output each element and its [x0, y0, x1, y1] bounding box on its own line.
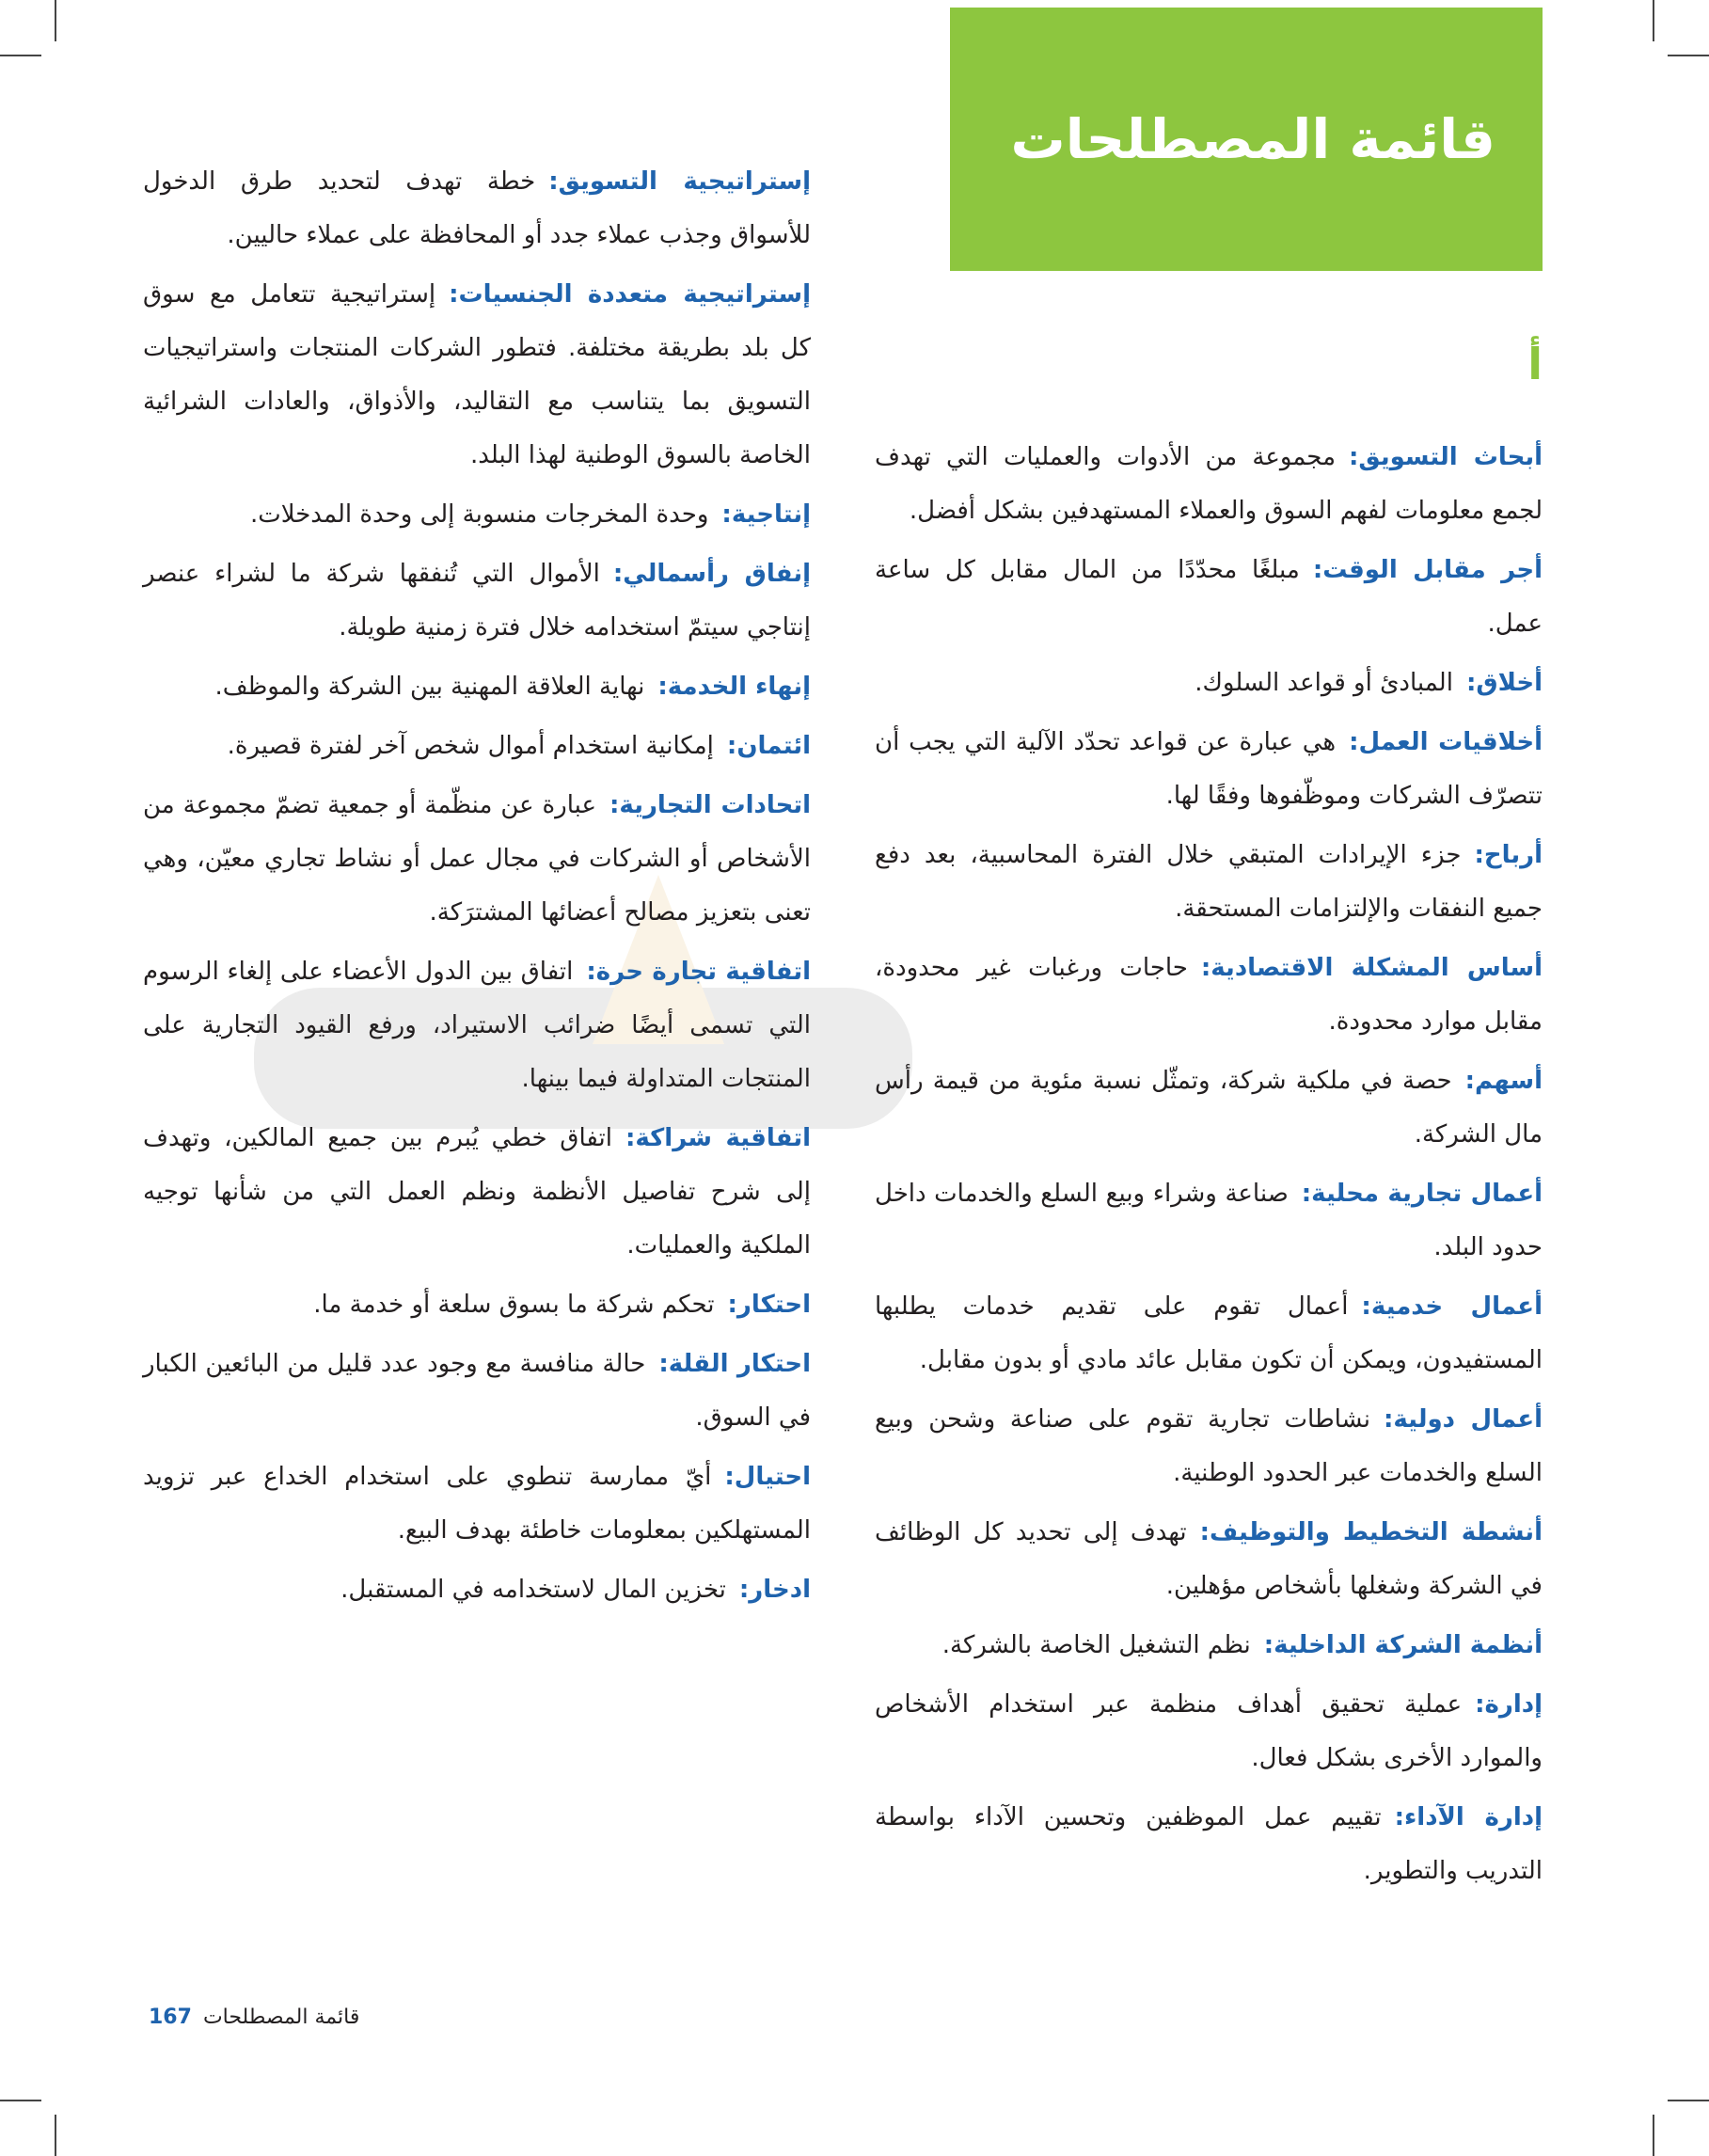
glossary-entry — [143, 268, 811, 483]
glossary-entry — [143, 1451, 811, 1558]
glossary-term: أعمال دولية: — [1383, 1405, 1543, 1434]
glossary-term: أبحاث التسويق: — [1349, 443, 1543, 471]
glossary-definition: جزء الإيرادات المتبقي خلال الفترة المحاسبية، بعد دفع جميع النفقات والإلتزامات المستحقة. — [875, 841, 1543, 923]
glossary-term: ائتمان: — [726, 732, 811, 760]
crop-mark — [0, 2100, 41, 2101]
glossary-term: احتكار القلة: — [658, 1350, 811, 1378]
glossary-definition: عبارة عن منظّمة أو جمعية تضمّ مجموعة من الأشخاص أو الشركات في مجال عمل أو نشاط تجاري معيّن، وهي تعنى بتعزيز مصالح أعضائها المشترَكة. — [143, 791, 811, 927]
glossary-entry — [875, 1280, 1543, 1387]
glossary-term: احتيال: — [724, 1463, 811, 1491]
glossary-definition: مجموعة من الأدوات والعمليات التي تهدف لجمع معلومات لفهم السوق والعملاء المستهدفين بشكل أفضل. — [875, 443, 1543, 525]
glossary-term: أخلاق: — [1465, 669, 1543, 697]
glossary-definition: نهاية العلاقة المهنية بين الشركة والموظف. — [214, 673, 645, 701]
glossary-definition: صناعة وشراء وبيع السلع والخدمات داخل حدود البلد. — [875, 1180, 1543, 1261]
page-title: قائمة المصطلحات — [1010, 107, 1495, 171]
glossary-term: إدارة الآداء: — [1394, 1803, 1543, 1831]
glossary-column-left — [143, 155, 811, 1623]
glossary-entry — [143, 155, 811, 262]
glossary-term: اتفاقية شراكة: — [625, 1124, 812, 1152]
glossary-entry — [875, 1393, 1543, 1500]
section-letter: أ — [1527, 339, 1543, 389]
footer-label: قائمة المصطلحات — [202, 2005, 360, 2029]
glossary-definition: تحكم شركة ما بسوق سلعة أو خدمة ما. — [313, 1291, 715, 1319]
glossary-term: إستراتيجية التسويق: — [548, 167, 812, 196]
glossary-definition: حصة في ملكية شركة، وتمثّل نسبة مئوية من قيمة رأس مال الشركة. — [875, 1067, 1543, 1149]
glossary-definition: هي عبارة عن قواعد تحدّد الآلية التي يجب أن تتصرّف الشركات وموظّفوها وفقًا لها. — [875, 728, 1543, 810]
glossary-entry — [143, 1338, 811, 1445]
glossary-entry — [143, 779, 811, 940]
glossary-term: اتفاقية تجارة حرة: — [586, 958, 811, 986]
glossary-definition: أعمال تقوم على تقديم خدمات يطلبها المستفيدون، ويمكن أن تكون مقابل عائد مادي أو بدون مقابل. — [875, 1292, 1543, 1374]
title-banner — [950, 8, 1543, 271]
glossary-entry — [143, 945, 811, 1106]
glossary-definition: اتفاق بين الدول الأعضاء على إلغاء الرسوم التي تسمى أيضًا ضرائب الاستيراد، ورفع القيود التجارية على المنتجات المتداولة فيما بينها. — [143, 958, 811, 1093]
glossary-term: أخلاقيات العمل: — [1349, 728, 1543, 756]
crop-mark — [1653, 2115, 1654, 2156]
glossary-entry — [143, 720, 811, 773]
glossary-entry — [875, 1678, 1543, 1785]
glossary-definition: تهدف إلى تحديد كل الوظائف في الشركة وشغلها بأشخاص مؤهلين. — [875, 1518, 1543, 1600]
glossary-term: أنظمة الشركة الداخلية: — [1263, 1631, 1543, 1659]
glossary-definition: خطة تهدف لتحديد طرق الدخول للأسواق وجذب عملاء جدد أو المحافظة على عملاء حاليين. — [143, 167, 811, 249]
glossary-entry — [143, 1112, 811, 1273]
glossary-definition: اتفاق خطي يُبرم بين جميع المالكين، وتهدف إلى شرح تفاصيل الأنظمة ونظم العمل التي من شأنها توجيه الملكية والعمليات. — [143, 1124, 811, 1260]
glossary-definition: عملية تحقيق أهداف منظمة عبر استخدام الأشخاص والموارد الأخرى بشكل فعال. — [875, 1690, 1543, 1772]
glossary-definition: المبادئ أو قواعد السلوك. — [1195, 669, 1453, 697]
glossary-definition: وحدة المخرجات منسوبة إلى وحدة المدخلات. — [249, 500, 709, 529]
glossary-entry — [875, 431, 1543, 538]
glossary-term: أنشطة التخطيط والتوظيف: — [1199, 1518, 1543, 1546]
glossary-term: إستراتيجية متعددة الجنسيات: — [449, 280, 812, 309]
glossary-definition: حالة منافسة مع وجود عدد قليل من البائعين الكبار في السوق. — [143, 1350, 811, 1432]
glossary-entry — [143, 1563, 811, 1617]
glossary-entry — [875, 1054, 1543, 1162]
crop-mark — [55, 0, 56, 41]
glossary-entry — [875, 1791, 1543, 1898]
glossary-definition: حاجات ورغبات غير محدودة، مقابل موارد محدودة. — [875, 954, 1543, 1036]
crop-mark — [1668, 2100, 1709, 2101]
glossary-definition: إستراتيجية تتعامل مع سوق كل بلد بطريقة مختلفة. فتطور الشركات المنتجات واستراتيجيات التسويق بما يتناسب مع التقاليد، والأذواق، والعادات الشرائية الخاصة بالسوق الوطنية لهذا البلد. — [143, 280, 811, 469]
crop-mark — [1668, 55, 1709, 56]
crop-mark — [1653, 0, 1654, 41]
glossary-entry — [875, 942, 1543, 1049]
glossary-term: أعمال تجارية محلية: — [1301, 1180, 1543, 1208]
glossary-term: احتكار: — [727, 1291, 811, 1319]
glossary-term: إنتاجية: — [721, 500, 811, 529]
glossary-definition: أيّ ممارسة تنطوي على استخدام الخداع عبر تزويد المستهلكين بمعلومات خاطئة بهدف البيع. — [143, 1463, 811, 1545]
glossary-entry — [875, 544, 1543, 651]
glossary-definition: تقييم عمل الموظفين وتحسين الآداء بواسطة التدريب والتطوير. — [875, 1803, 1543, 1885]
crop-mark — [55, 2115, 56, 2156]
glossary-definition: تخزين المال لاستخدامه في المستقبل. — [340, 1576, 726, 1604]
crop-mark — [0, 55, 41, 56]
page-footer — [149, 2005, 359, 2029]
glossary-term: أعمال خدمية: — [1361, 1292, 1543, 1321]
glossary-entry — [875, 1619, 1543, 1672]
glossary-entry — [143, 488, 811, 542]
glossary-term: إنهاء الخدمة: — [657, 673, 811, 701]
glossary-entry — [875, 1167, 1543, 1275]
glossary-entry — [875, 657, 1543, 710]
glossary-entry — [875, 1506, 1543, 1613]
glossary-term: إنفاق رأسمالي: — [612, 560, 812, 588]
glossary-entry — [143, 547, 811, 655]
glossary-column-right — [875, 431, 1543, 1904]
glossary-term: أرباح: — [1474, 841, 1543, 869]
glossary-entry — [875, 716, 1543, 823]
glossary-definition: إمكانية استخدام أموال شخص آخر لفترة قصيرة. — [227, 732, 714, 760]
glossary-term: ادخار: — [738, 1576, 811, 1604]
glossary-term: أجر مقابل الوقت: — [1312, 556, 1543, 584]
glossary-term: أساس المشكلة الاقتصادية: — [1200, 954, 1543, 982]
glossary-definition: مبلغًا محدّدًا من المال مقابل كل ساعة عمل. — [875, 556, 1543, 638]
glossary-entry — [143, 1278, 811, 1332]
glossary-entry — [143, 660, 811, 714]
page-number: 167 — [149, 2005, 192, 2029]
glossary-definition: نظم التشغيل الخاصة بالشركة. — [942, 1631, 1251, 1659]
glossary-term: إدارة: — [1475, 1690, 1543, 1719]
glossary-term: اتحادات التجارية: — [609, 791, 811, 819]
glossary-definition: نشاطات تجارية تقوم على صناعة وشحن وبيع السلع والخدمات عبر الحدود الوطنية. — [875, 1405, 1543, 1487]
glossary-entry — [875, 829, 1543, 936]
glossary-definition: الأموال التي تُنفقها شركة ما لشراء عنصر إنتاجي سيتمّ استخدامه خلال فترة زمنية طويلة. — [143, 560, 811, 642]
glossary-term: أسهم: — [1464, 1067, 1543, 1095]
